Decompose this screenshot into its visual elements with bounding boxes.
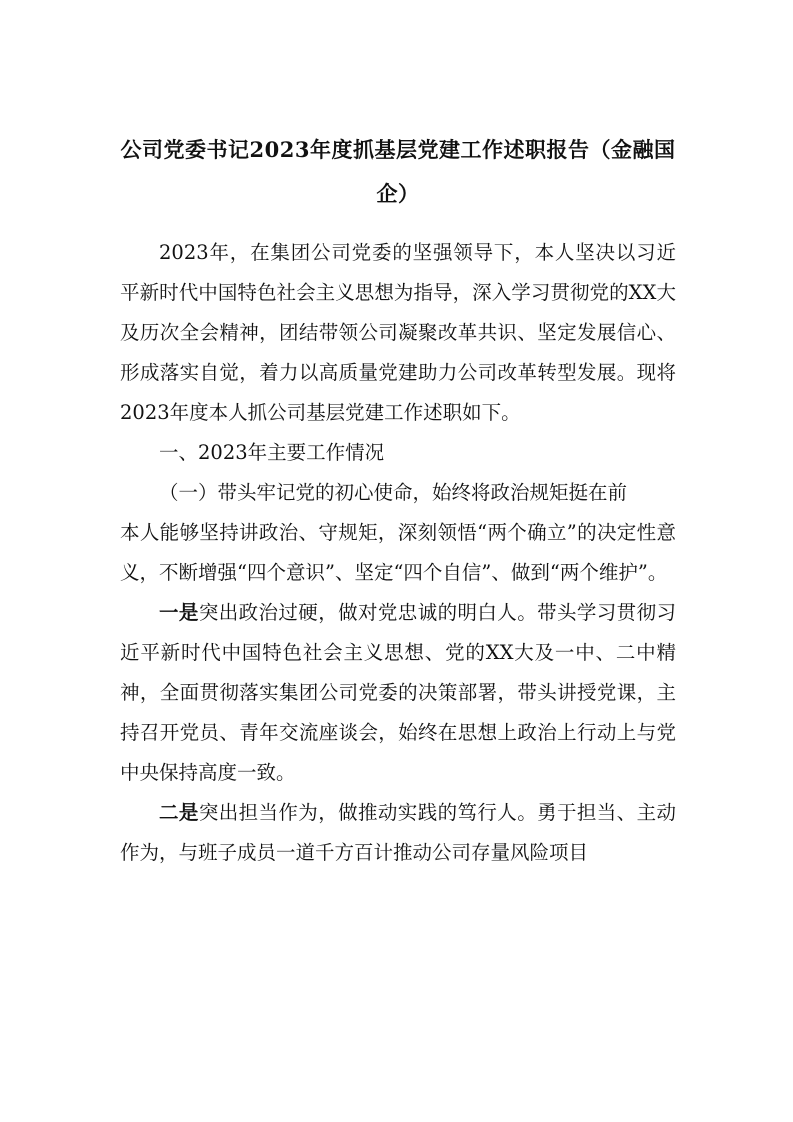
document-title: 公司党委书记2023年度抓基层党建工作述职报告（金融国企）: [120, 137, 676, 206]
point-one-text: 突出政治过硬，做对党忠诚的明白人。带头学习贯彻习近平新时代中国特色社会主义思想、党的XX大及一中、二中精神，全面贯彻落实集团公司党委的决策部署，带头讲授党课，主持召开党员、青年交流座谈会，始终在思想上政治上行动上与党中央保持高度一致。: [120, 601, 676, 784]
point-two-paragraph: [120, 793, 676, 873]
point-two-lead: 二是: [159, 801, 199, 824]
subsection-paragraph: 本人能够坚持讲政治、守规矩，深刻领悟“两个确立”的决定性意义，不断增强“四个意识”、坚定“四个自信”、做到“两个维护”。: [120, 521, 676, 584]
document-body: [120, 233, 676, 873]
subsection-heading: （一）带头牢记党的初心使命，始终将政治规矩挺在前: [159, 481, 628, 504]
section-heading: 一、2023年主要工作情况: [159, 441, 385, 464]
point-one-paragraph: [120, 593, 676, 793]
point-one-lead: 一是: [159, 601, 199, 624]
intro-paragraph: 2023年，在集团公司党委的坚强领导下，本人坚决以习近平新时代中国特色社会主义思想为指导，深入学习贯彻党的XX大及历次全会精神，团结带领公司凝聚改革共识、坚定发展信心、形成落实自觉，着力以高质量党建助力公司改革转型发展。现将2023年度本人抓公司基层党建工作述职如下。: [120, 241, 676, 424]
point-two-text: 突出担当作为，做推动实践的笃行人。勇于担当、主动作为，与班子成员一道千方百计推动公司存量风险项目: [120, 801, 676, 864]
